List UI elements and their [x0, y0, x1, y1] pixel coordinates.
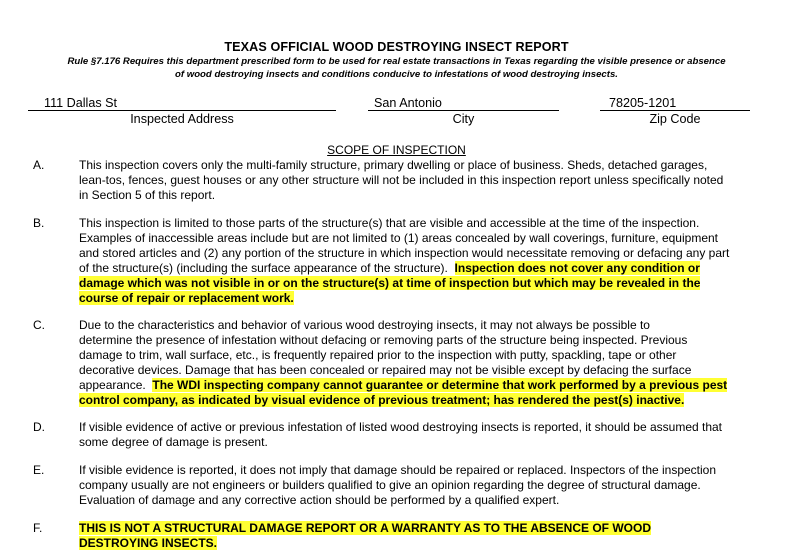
section-text	[79, 216, 779, 306]
highlighted-text: control company, as indicated by visual evidence of previous treatment; has rendered the pest(s) inactive.	[79, 393, 685, 407]
text-line: Evaluation of damage and any corrective action should be performed by a qualified expert.	[79, 493, 560, 507]
text-line	[79, 393, 779, 408]
inspected-address-label: Inspected Address	[130, 112, 234, 126]
section-letter: C.	[33, 318, 45, 332]
highlighted-text: THIS IS NOT A STRUCTURAL DAMAGE REPORT OR A WARRANTY AS TO THE ABSENCE OF WOOD	[79, 521, 652, 535]
city-label: City	[452, 112, 475, 126]
text-line: and stored articles and (2) any portion of the structure in which inspection would necessitate removing or defacing any part	[79, 246, 730, 260]
city-value: San Antonio	[374, 96, 442, 110]
section-letter: E.	[33, 463, 45, 477]
highlighted-text: Inspection does not cover any condition or	[454, 261, 700, 275]
text-line: decorative devices. Damage that has been concealed or repaired may not be visible except by defacing the surface	[79, 363, 692, 377]
highlighted-text: The WDI inspecting company cannot guarantee or determine that work performed by a previous pest	[152, 378, 728, 392]
text-line: damage to trim, wall surface, etc., is frequently repaired prior to the inspection with putty, spackling, tape or other	[79, 348, 677, 362]
text-line: some degree of damage is present.	[79, 435, 268, 449]
rule-notice-line: Rule §7.176 Requires this department prescribed form to be used for real estate transactions in Texas regarding the visible presence or absence	[67, 56, 726, 67]
plain-text: of the structure(s) (including the surface appearance of the structure).	[79, 261, 455, 275]
text-line	[79, 378, 779, 393]
rule-notice-line: of wood destroying insects and conditions conducive to infestations of wood destroying insects.	[175, 68, 618, 80]
text-line: Due to the characteristics and behavior of various wood destroying insects, it may not always be possible to	[79, 318, 650, 332]
rule-notice	[20, 56, 773, 81]
inspected-address-value: 111 Dallas St	[44, 96, 118, 110]
text-line: This inspection is limited to those parts of the structure(s) that are visible and accessible at the time of the inspection.	[79, 216, 700, 230]
highlighted-text: DESTROYING INSECTS.	[79, 536, 218, 550]
text-line	[79, 521, 779, 536]
text-line	[79, 261, 779, 276]
section-letter: B.	[33, 216, 45, 230]
report-title: TEXAS OFFICIAL WOOD DESTROYING INSECT REPORT	[224, 40, 569, 54]
text-line	[79, 276, 779, 291]
text-line: company usually are not engineers or builders qualified to give an opinion regarding the degree of structural damage.	[79, 478, 701, 492]
zip-underline	[600, 110, 750, 111]
text-line: This inspection covers only the multi-family structure, primary dwelling or place of business. Sheds, detached garages,	[79, 158, 708, 172]
text-line	[79, 291, 779, 306]
scope-heading: SCOPE OF INSPECTION	[327, 143, 466, 157]
section-text	[79, 463, 779, 508]
section-letter: D.	[33, 420, 45, 434]
section-letter: F.	[33, 521, 43, 535]
text-line: lean-tos, fences, guest houses or any other structure will not be included in this inspection report unless specifically noted	[79, 173, 724, 187]
section-text	[79, 521, 779, 551]
zip-label: Zip Code	[649, 112, 701, 126]
inspected-address-underline	[28, 110, 336, 111]
text-line: If visible evidence is reported, it does not imply that damage should be repaired or replaced. Inspectors of the inspection	[79, 463, 717, 477]
highlighted-text: course of repair or replacement work.	[79, 291, 294, 305]
section-letter: A.	[33, 158, 45, 172]
section-text	[79, 158, 779, 203]
text-line: Examples of inaccessible areas include but are not limited to (1) areas concealed by wall coverings, furniture, equipment	[79, 231, 718, 245]
zip-value: 78205-1201	[609, 96, 677, 110]
plain-text: appearance.	[79, 378, 153, 392]
section-text	[79, 420, 779, 450]
text-line: If visible evidence of active or previous infestation of listed wood destroying insects is reported, it should be assumed that	[79, 420, 723, 434]
text-line	[79, 536, 779, 551]
section-text	[79, 318, 779, 408]
text-line: determine the presence of infestation without defacing or removing parts of the structure being inspected. Previous	[79, 333, 688, 347]
text-line: in Section 5 of this report.	[79, 188, 216, 202]
city-underline	[368, 110, 559, 111]
highlighted-text: damage which was not visible in or on the structure(s) at time of inspection but which may be revealed in the	[79, 276, 701, 290]
